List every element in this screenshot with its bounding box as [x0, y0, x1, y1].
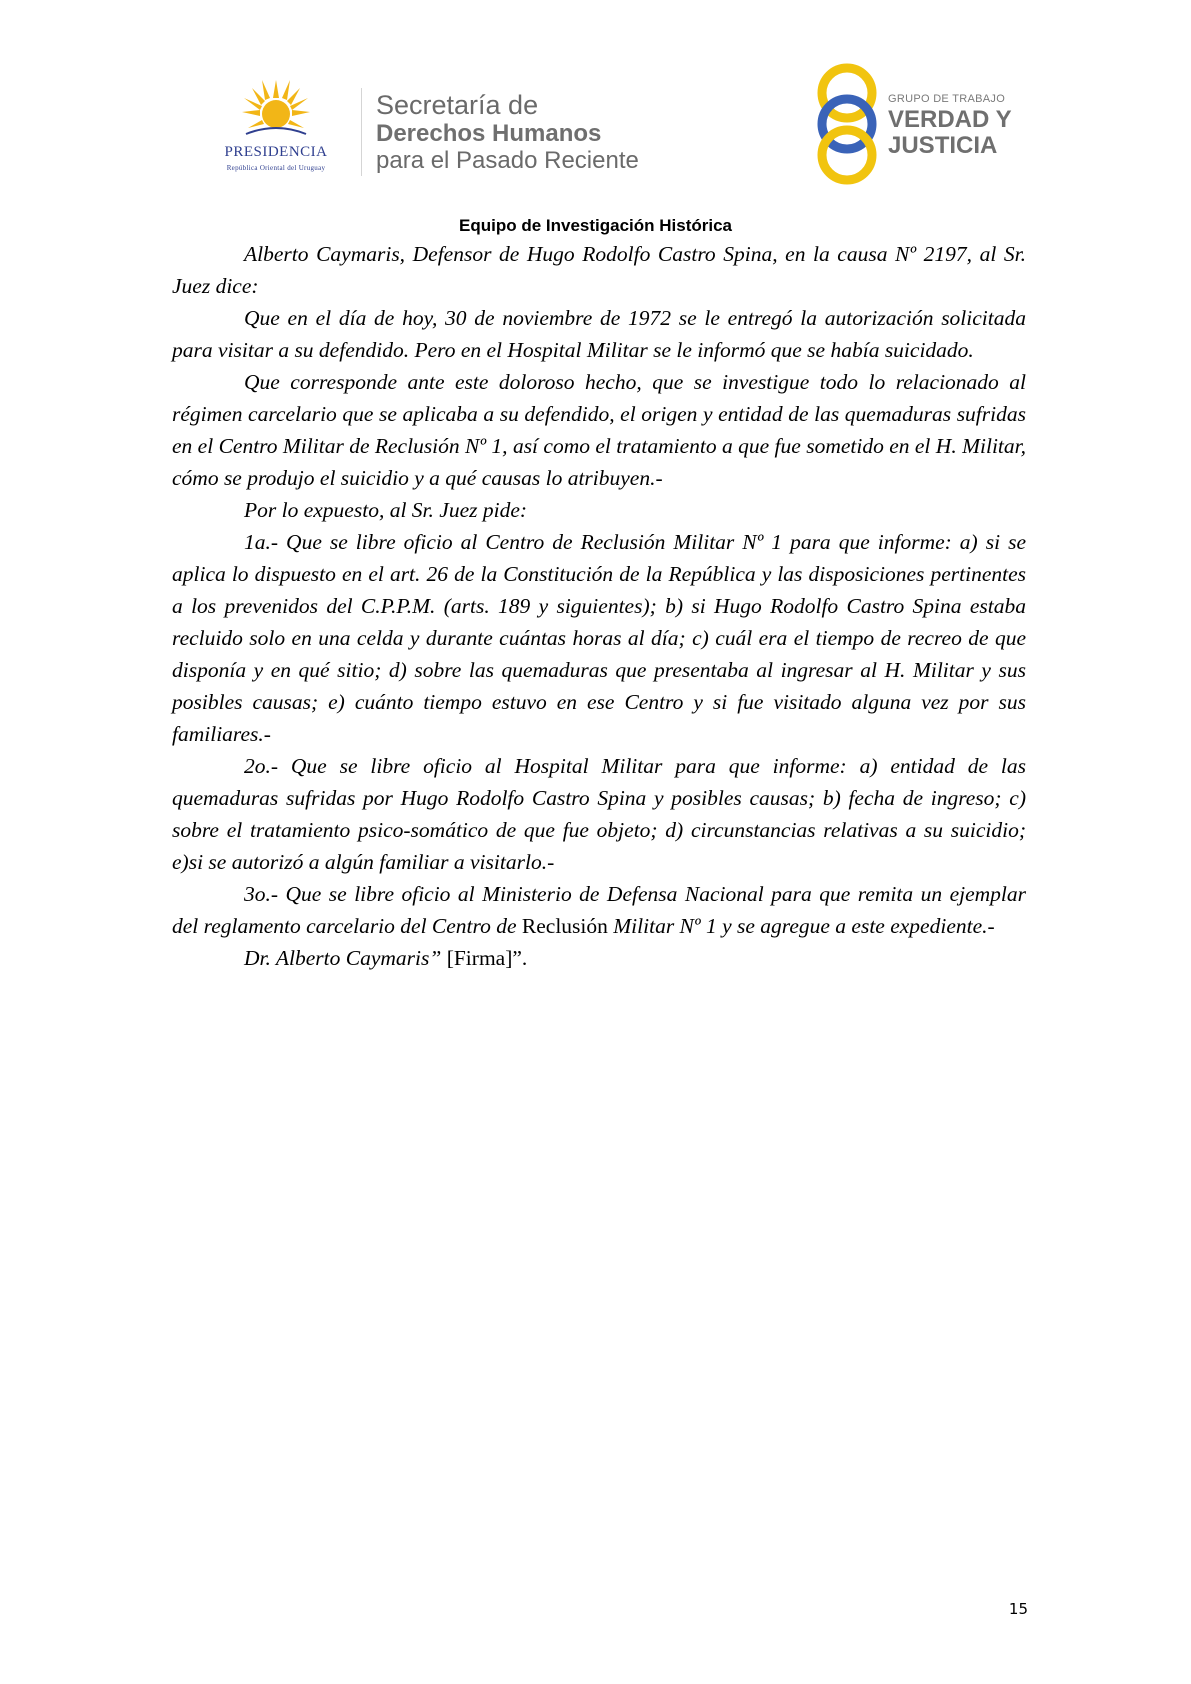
- page-number: 15: [1008, 1600, 1028, 1618]
- sun-emblem-icon: [240, 78, 312, 140]
- document-body: [172, 238, 1026, 974]
- presidencia-name: PRESIDENCIA: [224, 144, 328, 160]
- paragraph-7: [172, 878, 1026, 942]
- paragraph-6: 2o.- Que se libre oficio al Hospital Militar para que informe: a) entidad de las quemaduras sufridas por Hugo Rodolfo Castro Spina y posibles causas; b) fecha de ingreso; c) sobre el tratamiento psico-somático de que fue objeto; d) circunstancias relativas a su suicidio; e)si se autorizó a algún familiar a visitarlo.-: [172, 754, 1026, 874]
- header-divider: [361, 88, 362, 176]
- paragraph-3: Que corresponde ante este doloroso hecho, que se investigue todo lo relacionado al régimen carcelario que se aplicaba a su defendido, el origen y entidad de las quemaduras sufridas en el Centro Militar de Reclusión Nº 1, así como el tratamiento a que fue sometido en el H. Militar, cómo se produjo el suicidio y a qué causas lo atribuyen.-: [172, 370, 1026, 490]
- paragraph-1: Alberto Caymaris, Defensor de Hugo Rodolfo Castro Spina, en la causa Nº 2197, al Sr. Juez dice:: [172, 242, 1026, 298]
- secretaria-line-3: para el Pasado Reciente: [376, 147, 639, 174]
- grupo-line-3: JUSTICIA: [888, 132, 998, 159]
- signature-name: Dr. Alberto Caymaris”: [244, 946, 442, 970]
- grupo-verdad-justicia-logo: [812, 62, 1032, 186]
- grupo-line-2: VERDAD Y: [888, 106, 1012, 133]
- presidencia-subtitle: República Oriental del Uruguay: [226, 164, 326, 172]
- paragraph-7-part-2: Reclusión: [521, 914, 608, 938]
- secretaria-line-1: Secretaría de: [376, 90, 539, 120]
- paragraph-7-part-1: 3o.- Que se libre oficio al Ministerio de Defensa Nacional para que remita un ejemplar del reglamento carcelario del Centro de: [172, 882, 1026, 938]
- presidencia-logo: [196, 78, 356, 178]
- interlocking-rings-icon: [812, 62, 882, 186]
- secretaria-line-2: Derechos Humanos: [376, 120, 602, 147]
- team-heading: Equipo de Investigación Histórica: [459, 216, 732, 235]
- signature-line: [172, 942, 1026, 974]
- paragraph-5: 1a.- Que se libre oficio al Centro de Reclusión Militar Nº 1 para que informe: a) si se aplica lo dispuesto en el art. 26 de la Constitución de la República y las disposiciones pertinentes a los prevenidos del C.P.P.M. (arts. 189 y siguientes); b) si Hugo Rodolfo Castro Spina estaba recluido solo en una celda y durante cuántas horas al día; c) cuál era el tiempo de recreo de que disponía y en qué sitio; d) sobre las quemaduras que presentaba al ingresar al H. Militar y sus posibles causas; e) cuánto tiempo estuvo en ese Centro y si fue visitado alguna vez por sus familiares.-: [172, 530, 1026, 746]
- grupo-line-1: GRUPO DE TRABAJO: [888, 93, 1006, 105]
- signature-firma: [Firma]”.: [441, 946, 528, 970]
- paragraph-7-part-3: Militar Nº 1 y se agregue a este expediente.-: [607, 914, 995, 938]
- secretaria-logo: [376, 90, 716, 174]
- paragraph-4: Por lo expuesto, al Sr. Juez pide:: [244, 498, 528, 522]
- paragraph-2: Que en el día de hoy, 30 de noviembre de 1972 se le entregó la autorización solicitada para visitar a su defendido. Pero en el Hospital Militar se le informó que se había suicidado.: [172, 306, 1026, 362]
